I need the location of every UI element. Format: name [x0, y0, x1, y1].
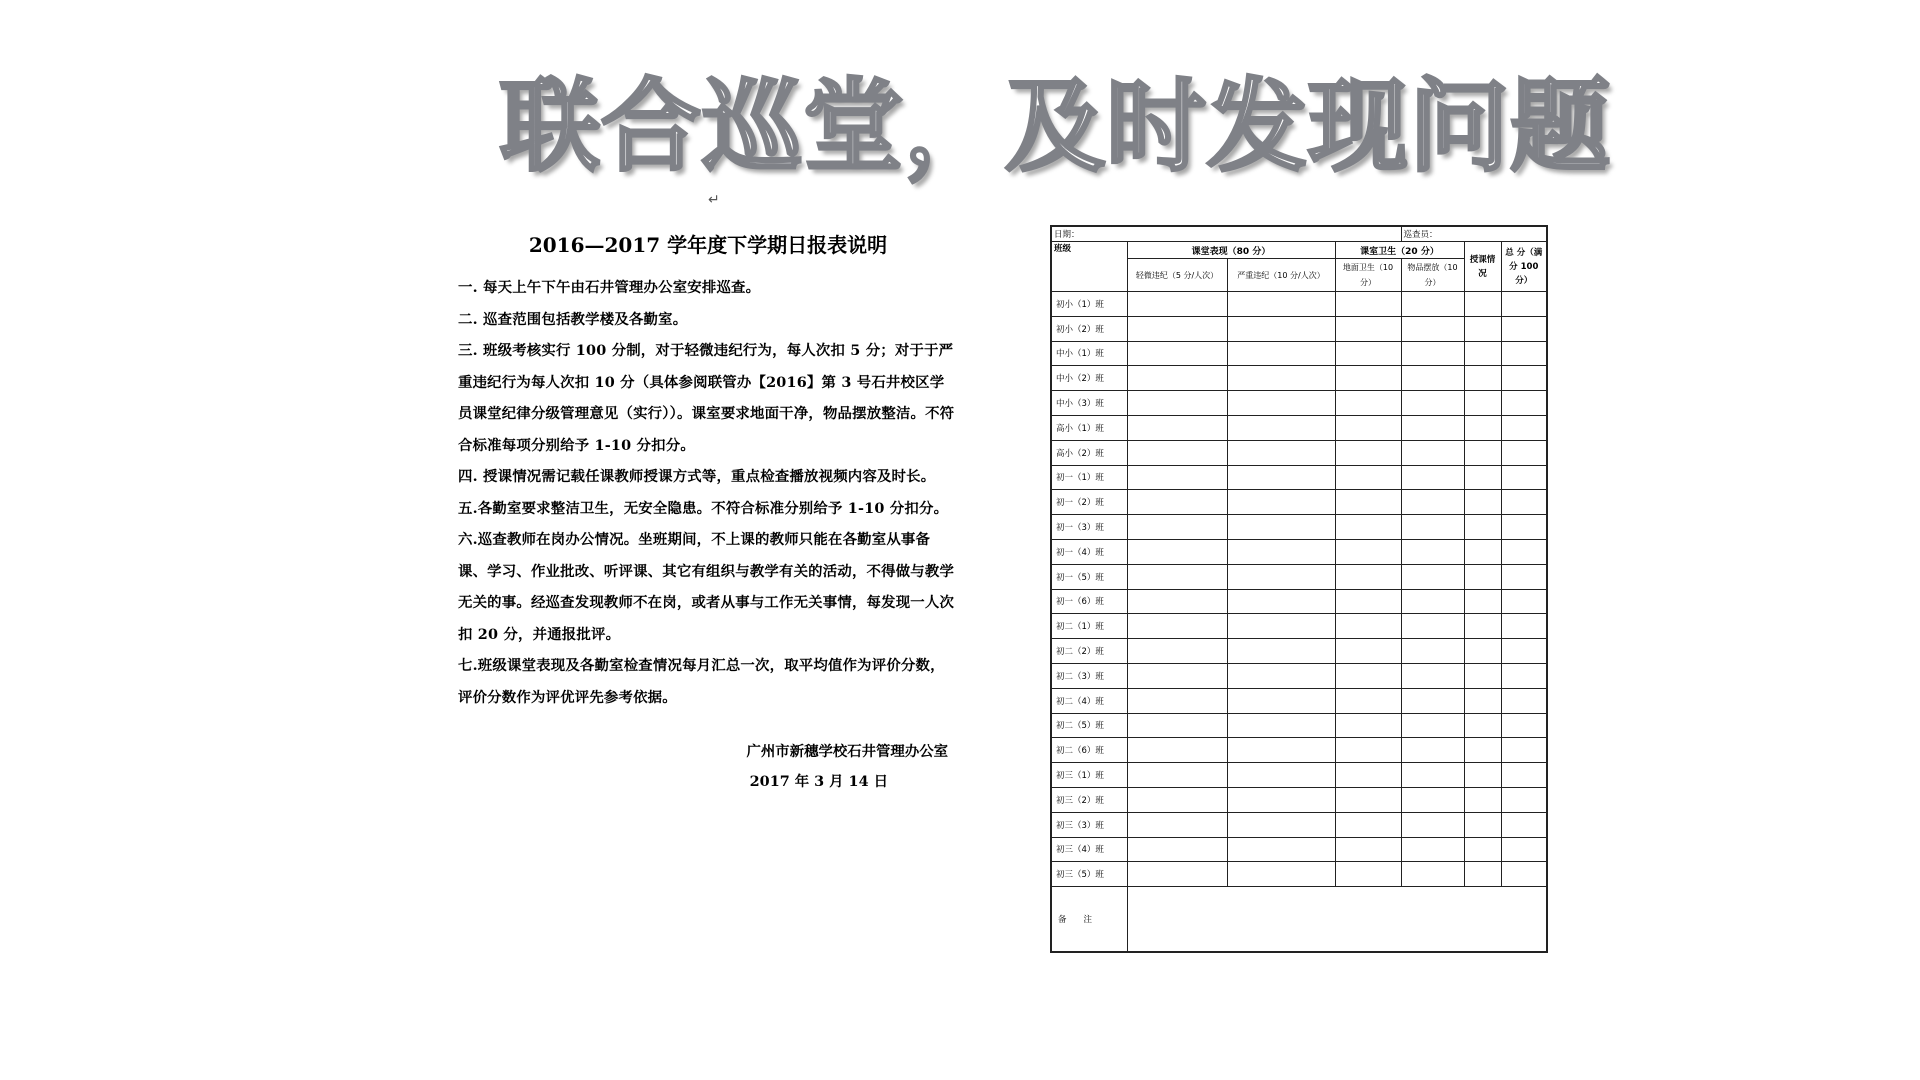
class-name-cell: 初三（4）班	[1051, 837, 1127, 862]
score-cell[interactable]	[1127, 837, 1227, 862]
score-cell[interactable]	[1227, 738, 1335, 763]
score-cell[interactable]	[1501, 490, 1547, 515]
score-cell[interactable]	[1127, 341, 1227, 366]
score-cell[interactable]	[1227, 787, 1335, 812]
score-cell[interactable]	[1401, 341, 1464, 366]
score-cell[interactable]	[1335, 292, 1401, 317]
instruction-item: 六.巡查教师在岗办公情况。坐班期间，不上课的教师只能在各勤室从事备课、学习、作业批改、听评课、其它有组织与教学有关的活动，不得做与教学无关的事。经巡查发现教师不在岗，或者从事与工作无关事情，每发现一人次扣 20 分，并通报批评。	[458, 531, 955, 643]
class-name-cell: 初二（3）班	[1051, 663, 1127, 688]
score-cell[interactable]	[1464, 515, 1501, 540]
score-cell[interactable]	[1464, 787, 1501, 812]
score-cell[interactable]	[1335, 738, 1401, 763]
score-cell[interactable]	[1401, 564, 1464, 589]
score-cell[interactable]	[1127, 763, 1227, 788]
score-cell[interactable]	[1127, 415, 1227, 440]
behavior-group-header: 课堂表现（80 分）	[1127, 242, 1335, 259]
table-row	[1051, 713, 1547, 738]
class-name-cell: 中小（1）班	[1051, 341, 1127, 366]
instruction-item: 五.各勤室要求整洁卫生，无安全隐患。不符合标准分别给予 1-10 分扣分。	[458, 499, 949, 517]
score-cell[interactable]	[1401, 391, 1464, 416]
score-cell[interactable]	[1335, 366, 1401, 391]
score-cell[interactable]	[1401, 415, 1464, 440]
table-row	[1051, 639, 1547, 664]
score-cell[interactable]	[1501, 366, 1547, 391]
score-cell[interactable]	[1464, 639, 1501, 664]
score-cell[interactable]	[1127, 490, 1227, 515]
score-cell[interactable]	[1335, 713, 1401, 738]
score-cell[interactable]	[1127, 639, 1227, 664]
floor-hygiene-header: 地面卫生（10 分）	[1335, 259, 1401, 292]
inspector-cell[interactable]: 巡查员：	[1401, 226, 1547, 242]
score-cell[interactable]	[1335, 812, 1401, 837]
score-cell[interactable]	[1464, 738, 1501, 763]
score-cell[interactable]	[1464, 763, 1501, 788]
score-cell[interactable]	[1335, 341, 1401, 366]
score-cell[interactable]	[1501, 738, 1547, 763]
score-cell[interactable]	[1127, 663, 1227, 688]
score-cell[interactable]	[1227, 614, 1335, 639]
class-name-cell: 初一（5）班	[1051, 564, 1127, 589]
score-cell[interactable]	[1464, 589, 1501, 614]
items-arrangement-header: 物品摆放（10 分）	[1401, 259, 1464, 292]
score-cell[interactable]	[1464, 366, 1501, 391]
instructions-body	[458, 272, 958, 713]
score-cell[interactable]	[1464, 316, 1501, 341]
instruction-item: 四. 授课情况需记载任课教师授课方式等，重点检查播放视频内容及时长。	[458, 468, 936, 485]
score-cell[interactable]	[1464, 663, 1501, 688]
score-cell[interactable]	[1501, 787, 1547, 812]
score-cell[interactable]	[1401, 738, 1464, 763]
class-name-cell: 初三（1）班	[1051, 763, 1127, 788]
score-cell[interactable]	[1401, 515, 1464, 540]
score-cell[interactable]	[1335, 614, 1401, 639]
score-cell[interactable]	[1127, 614, 1227, 639]
paragraph-mark-icon: ↵	[708, 192, 720, 208]
score-cell[interactable]	[1464, 837, 1501, 862]
score-cell[interactable]	[1335, 639, 1401, 664]
score-cell[interactable]	[1227, 341, 1335, 366]
score-cell[interactable]	[1227, 391, 1335, 416]
score-cell[interactable]	[1335, 837, 1401, 862]
class-name-cell: 初二（4）班	[1051, 688, 1127, 713]
class-name-cell: 初一（3）班	[1051, 515, 1127, 540]
slide-title: 联合巡堂，及时发现问题	[500, 68, 1611, 185]
score-cell[interactable]	[1335, 465, 1401, 490]
class-name-cell: 初二（5）班	[1051, 713, 1127, 738]
score-cell[interactable]	[1127, 589, 1227, 614]
score-cell[interactable]	[1464, 862, 1501, 887]
score-cell[interactable]	[1335, 490, 1401, 515]
score-cell[interactable]	[1501, 639, 1547, 664]
score-cell[interactable]	[1401, 440, 1464, 465]
score-cell[interactable]	[1227, 490, 1335, 515]
score-cell[interactable]	[1501, 564, 1547, 589]
score-cell[interactable]	[1127, 812, 1227, 837]
class-name-cell: 初二（2）班	[1051, 639, 1127, 664]
score-cell[interactable]	[1335, 564, 1401, 589]
table-row	[1051, 391, 1547, 416]
score-cell[interactable]	[1401, 589, 1464, 614]
score-cell[interactable]	[1227, 663, 1335, 688]
score-cell[interactable]	[1501, 316, 1547, 341]
table-row	[1051, 539, 1547, 564]
table-row	[1051, 415, 1547, 440]
score-cell[interactable]	[1401, 292, 1464, 317]
class-name-cell: 初二（6）班	[1051, 738, 1127, 763]
class-name-cell: 初一（6）班	[1051, 589, 1127, 614]
class-name-cell: 初一（4）班	[1051, 539, 1127, 564]
score-cell[interactable]	[1464, 391, 1501, 416]
score-cell[interactable]	[1501, 589, 1547, 614]
signature-date: 2017 年 3 月 14 日	[749, 773, 888, 790]
table-row	[1051, 688, 1547, 713]
report-table	[1050, 225, 1548, 953]
class-name-cell: 初三（2）班	[1051, 787, 1127, 812]
score-cell[interactable]	[1401, 688, 1464, 713]
table-row	[1051, 663, 1547, 688]
class-name-cell: 初一（2）班	[1051, 490, 1127, 515]
score-cell[interactable]	[1127, 787, 1227, 812]
table-header-row	[1051, 242, 1547, 259]
class-name-cell: 初小（2）班	[1051, 316, 1127, 341]
table-row	[1051, 614, 1547, 639]
score-cell[interactable]	[1227, 366, 1335, 391]
table-row	[1051, 862, 1547, 887]
hygiene-group-header: 课室卫生（20 分）	[1335, 242, 1464, 259]
table-row	[1051, 564, 1547, 589]
table-row	[1051, 812, 1547, 837]
score-cell[interactable]	[1501, 465, 1547, 490]
score-cell[interactable]	[1227, 763, 1335, 788]
score-cell[interactable]	[1501, 713, 1547, 738]
score-cell[interactable]	[1401, 787, 1464, 812]
table-row	[1051, 465, 1547, 490]
table-row	[1051, 366, 1547, 391]
table-row	[1051, 515, 1547, 540]
score-cell[interactable]	[1227, 688, 1335, 713]
score-cell[interactable]	[1335, 787, 1401, 812]
remarks-label: 备 注	[1051, 887, 1127, 953]
class-name-cell: 高小（2）班	[1051, 440, 1127, 465]
table-row	[1051, 763, 1547, 788]
score-cell[interactable]	[1127, 366, 1227, 391]
score-cell[interactable]	[1464, 688, 1501, 713]
class-name-cell: 初一（1）班	[1051, 465, 1127, 490]
table-row	[1051, 589, 1547, 614]
table-row	[1051, 787, 1547, 812]
score-cell[interactable]	[1464, 713, 1501, 738]
score-cell[interactable]	[1227, 539, 1335, 564]
score-cell[interactable]	[1501, 837, 1547, 862]
score-cell[interactable]	[1401, 763, 1464, 788]
score-cell[interactable]	[1227, 862, 1335, 887]
score-cell[interactable]	[1335, 440, 1401, 465]
score-cell[interactable]	[1227, 415, 1335, 440]
score-cell[interactable]	[1335, 515, 1401, 540]
report-instructions	[458, 228, 958, 797]
score-cell[interactable]	[1464, 564, 1501, 589]
score-cell[interactable]	[1127, 539, 1227, 564]
score-cell[interactable]	[1501, 614, 1547, 639]
score-cell[interactable]	[1501, 391, 1547, 416]
table-row	[1051, 341, 1547, 366]
score-cell[interactable]	[1127, 862, 1227, 887]
score-cell[interactable]	[1335, 589, 1401, 614]
score-cell[interactable]	[1501, 440, 1547, 465]
score-cell[interactable]	[1227, 713, 1335, 738]
score-cell[interactable]	[1501, 539, 1547, 564]
signature-block	[458, 737, 948, 797]
minor-violation-header: 轻微违纪（5 分/人次）	[1127, 259, 1227, 292]
score-cell[interactable]	[1227, 316, 1335, 341]
score-cell[interactable]	[1501, 663, 1547, 688]
score-cell[interactable]	[1335, 688, 1401, 713]
instruction-item: 一. 每天上午下午由石井管理办公室安排巡查。	[458, 279, 761, 296]
class-name-cell: 中小（3）班	[1051, 391, 1127, 416]
table-row	[1051, 292, 1547, 317]
score-cell[interactable]	[1335, 415, 1401, 440]
remarks-row	[1051, 887, 1547, 953]
score-cell[interactable]	[1401, 366, 1464, 391]
teaching-column-header: 授课情况	[1464, 242, 1501, 292]
score-cell[interactable]	[1401, 713, 1464, 738]
score-cell[interactable]	[1401, 837, 1464, 862]
score-cell[interactable]	[1501, 515, 1547, 540]
score-cell[interactable]	[1401, 490, 1464, 515]
score-cell[interactable]	[1127, 465, 1227, 490]
remarks-cell[interactable]	[1127, 887, 1547, 953]
major-violation-header: 严重违纪（10 分/人次）	[1227, 259, 1335, 292]
instruction-item: 二. 巡查范围包括教学楼及各勤室。	[458, 310, 688, 328]
score-cell[interactable]	[1501, 688, 1547, 713]
class-name-cell: 高小（1）班	[1051, 415, 1127, 440]
class-name-cell: 初三（3）班	[1051, 812, 1127, 837]
score-cell[interactable]	[1127, 713, 1227, 738]
score-cell[interactable]	[1401, 465, 1464, 490]
score-cell[interactable]	[1335, 862, 1401, 887]
table-top-row	[1051, 226, 1547, 242]
score-cell[interactable]	[1127, 515, 1227, 540]
score-cell[interactable]	[1335, 763, 1401, 788]
score-cell[interactable]	[1464, 440, 1501, 465]
score-cell[interactable]	[1127, 316, 1227, 341]
total-column-header: 总 分（满分 100 分）	[1501, 242, 1547, 292]
score-cell[interactable]	[1227, 465, 1335, 490]
score-cell[interactable]	[1501, 415, 1547, 440]
score-cell[interactable]	[1227, 837, 1335, 862]
score-cell[interactable]	[1335, 316, 1401, 341]
table-row	[1051, 490, 1547, 515]
score-cell[interactable]	[1127, 440, 1227, 465]
score-cell[interactable]	[1464, 415, 1501, 440]
score-cell[interactable]	[1401, 614, 1464, 639]
score-cell[interactable]	[1227, 292, 1335, 317]
score-cell[interactable]	[1401, 539, 1464, 564]
score-cell[interactable]	[1464, 292, 1501, 317]
score-cell[interactable]	[1501, 341, 1547, 366]
score-cell[interactable]	[1464, 490, 1501, 515]
class-name-cell: 初二（1）班	[1051, 614, 1127, 639]
score-cell[interactable]	[1501, 862, 1547, 887]
table-row	[1051, 316, 1547, 341]
score-cell[interactable]	[1335, 539, 1401, 564]
score-cell[interactable]	[1501, 812, 1547, 837]
score-cell[interactable]	[1127, 738, 1227, 763]
score-cell[interactable]	[1464, 341, 1501, 366]
score-cell[interactable]	[1401, 316, 1464, 341]
score-cell[interactable]	[1401, 862, 1464, 887]
score-cell[interactable]	[1464, 465, 1501, 490]
score-cell[interactable]	[1501, 292, 1547, 317]
table-row	[1051, 440, 1547, 465]
class-name-cell: 初小（1）班	[1051, 292, 1127, 317]
score-cell[interactable]	[1501, 763, 1547, 788]
instruction-item: 三. 班级考核实行 100 分制，对于轻微违纪行为，每人次扣 5 分；对于于严重违纪行为每人次扣 10 分（具体参阅联管办【2016】第 3 号石井校区学员课堂纪律分级管理意见（实行））。课室要求地面干净，物品摆放整洁。不符合标准每项分别给予 1-10 分扣分。	[458, 342, 955, 454]
score-cell[interactable]	[1401, 812, 1464, 837]
class-column-header: 班级	[1051, 242, 1127, 292]
score-cell[interactable]	[1127, 292, 1227, 317]
signature-org: 广州市新穗学校石井管理办公室	[746, 743, 948, 760]
score-cell[interactable]	[1227, 589, 1335, 614]
class-name-cell: 中小（2）班	[1051, 366, 1127, 391]
table-row	[1051, 738, 1547, 763]
score-cell[interactable]	[1227, 564, 1335, 589]
class-name-cell: 初三（5）班	[1051, 862, 1127, 887]
date-cell[interactable]: 日期：	[1051, 226, 1401, 242]
daily-report-form	[1050, 225, 1546, 953]
score-cell[interactable]	[1401, 663, 1464, 688]
score-cell[interactable]	[1464, 614, 1501, 639]
score-cell[interactable]	[1227, 440, 1335, 465]
score-cell[interactable]	[1227, 639, 1335, 664]
instructions-heading: 2016—2017 学年度下学期日报表说明	[528, 233, 888, 257]
instruction-item: 七.班级课堂表现及各勤室检查情况每月汇总一次，取平均值作为评价分数，评价分数作为评优评先参考依据。	[458, 657, 945, 706]
table-row	[1051, 837, 1547, 862]
score-cell[interactable]	[1335, 663, 1401, 688]
score-cell[interactable]	[1401, 639, 1464, 664]
score-cell[interactable]	[1127, 564, 1227, 589]
score-cell[interactable]	[1227, 812, 1335, 837]
score-cell[interactable]	[1127, 688, 1227, 713]
score-cell[interactable]	[1227, 515, 1335, 540]
score-cell[interactable]	[1464, 539, 1501, 564]
report-table-body	[1051, 226, 1547, 952]
score-cell[interactable]	[1127, 391, 1227, 416]
score-cell[interactable]	[1335, 391, 1401, 416]
score-cell[interactable]	[1464, 812, 1501, 837]
